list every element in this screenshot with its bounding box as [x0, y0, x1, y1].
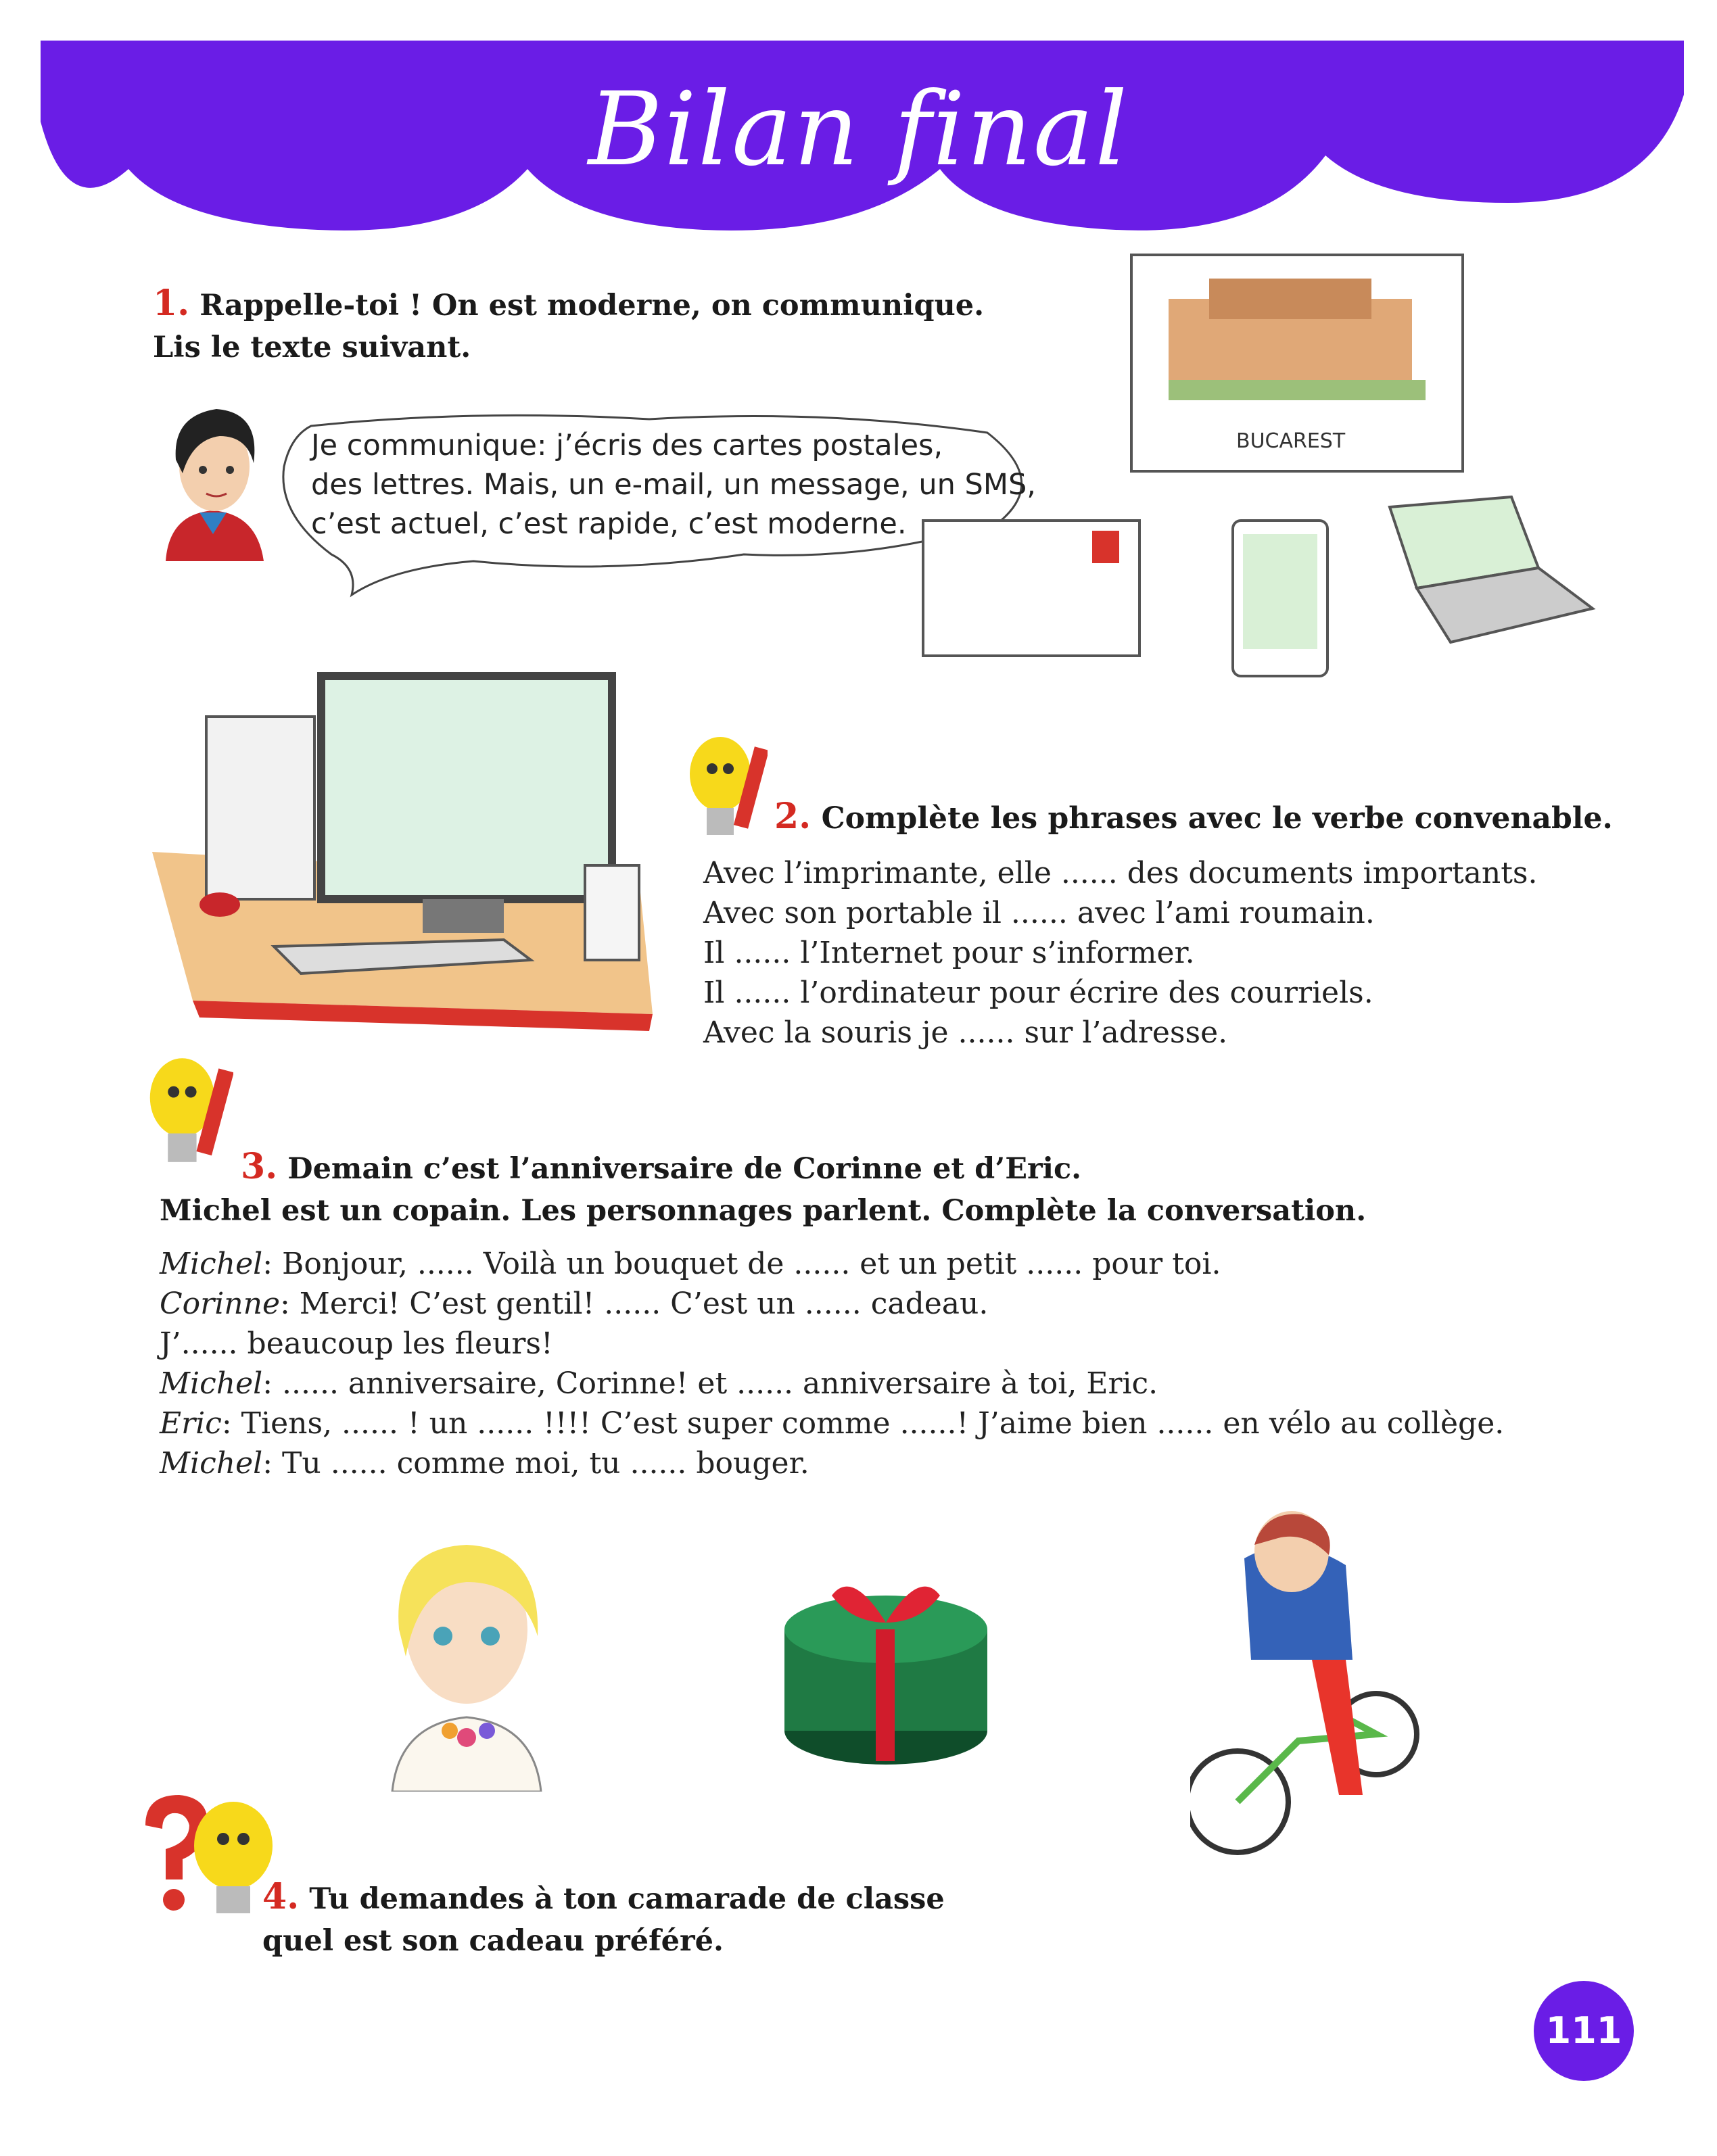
dialogue-text: : Tiens, ...... ! un ...... !!!! C’est super comme ......! J’aime bien ...... en vélo au collège. [221, 1406, 1505, 1441]
exercise-3-heading [160, 1146, 1366, 1232]
exercise-1-heading [153, 283, 984, 368]
speaker: Michel [160, 1366, 263, 1401]
computer-illustration [152, 663, 653, 1055]
dialogue-text: : Bonjour, ...... Voilà un bouquet de ...... et un petit ...... pour toi. [262, 1247, 1221, 1281]
dialogue-line [160, 1443, 1504, 1483]
boy-on-bike-illustration [1190, 1504, 1420, 1869]
sentence: Il ...... l’Internet pour s’informer. [703, 936, 1195, 970]
exercise-2-heading-text: Complète les phrases avec le verbe convenable. [821, 801, 1613, 836]
sentence: Avec son portable il ...... avec l’ami roumain. [703, 896, 1375, 930]
speaker: Michel [160, 1446, 263, 1481]
exercise-1-number: 1. [153, 283, 190, 324]
exercise-4-heading-line2: quel est son cadeau préféré. [262, 1924, 724, 1958]
dialogue-text: : ...... anniversaire, Corinne! et ...... anniversaire à toi, Eric. [262, 1366, 1158, 1401]
speaker: Eric [160, 1406, 222, 1441]
exercise-4-heading [262, 1876, 945, 1962]
laptop-illustration [1376, 494, 1599, 649]
speaker: Corinne [160, 1287, 280, 1321]
exercise-3-heading-line1: Demain c’est l’anniversaire de Corinne et d’Eric. [287, 1152, 1082, 1186]
postcard-label: BUCAREST [1236, 429, 1346, 453]
exercise-3-dialogue [160, 1244, 1504, 1483]
dialogue-line [160, 1364, 1504, 1404]
bubble-line: c’est actuel, c’est rapide, c’est moderne. [311, 507, 907, 541]
sentence: Il ...... l’ordinateur pour écrire des courriels. [703, 976, 1373, 1010]
sentence: Avec l’imprimante, elle ...... des documents importants. [703, 856, 1538, 890]
exercise-2-number: 2. [774, 796, 812, 837]
tablet-illustration [1229, 517, 1331, 679]
exercise-3-heading-line2: Michel est un copain. Les personnages parlent. Complète la conversation. [160, 1194, 1367, 1228]
page-number: 111 [1534, 1981, 1634, 2081]
girl-with-flowers-illustration [365, 1535, 568, 1792]
bubble-line: Je communique: j’écris des cartes postales, [311, 429, 943, 462]
exercise-1-heading-line1: Rappelle-toi ! On est moderne, on communique. [199, 289, 985, 322]
dialogue-line [160, 1284, 1504, 1324]
dialogue-text: J’...... beaucoup les fleurs! [160, 1326, 553, 1361]
lightbulb-pencil-icon [686, 734, 768, 848]
postcard-illustration [1128, 251, 1466, 475]
dialogue-text: : Merci! C’est gentil! ...... C’est un ...... cadeau. [279, 1287, 989, 1321]
dialogue-line [160, 1324, 1504, 1364]
sentence: Avec la souris je ...... sur l’adresse. [703, 1015, 1228, 1050]
dialogue-line [160, 1244, 1504, 1284]
bubble-line: des lettres. Mais, un e-mail, un message, un SMS, [311, 468, 1036, 502]
page-title: Bilan final [588, 71, 1129, 189]
exercise-3-number: 3. [241, 1146, 278, 1187]
gift-box-illustration [778, 1555, 994, 1771]
boy-illustration [152, 399, 274, 561]
exercise-1-heading-line2: Lis le texte suivant. [153, 331, 471, 364]
dialogue-text: : Tu ...... comme moi, tu ...... bouger. [262, 1446, 809, 1481]
envelope-illustration [920, 517, 1143, 659]
exercise-4-number: 4. [262, 1876, 300, 1917]
dialogue-line [160, 1404, 1504, 1443]
exercise-2-heading [774, 796, 1613, 840]
exercise-4-heading-line1: Tu demandes à ton camarade de classe [309, 1882, 945, 1916]
speaker: Michel [160, 1247, 263, 1281]
exercise-2-sentences [703, 853, 1537, 1053]
